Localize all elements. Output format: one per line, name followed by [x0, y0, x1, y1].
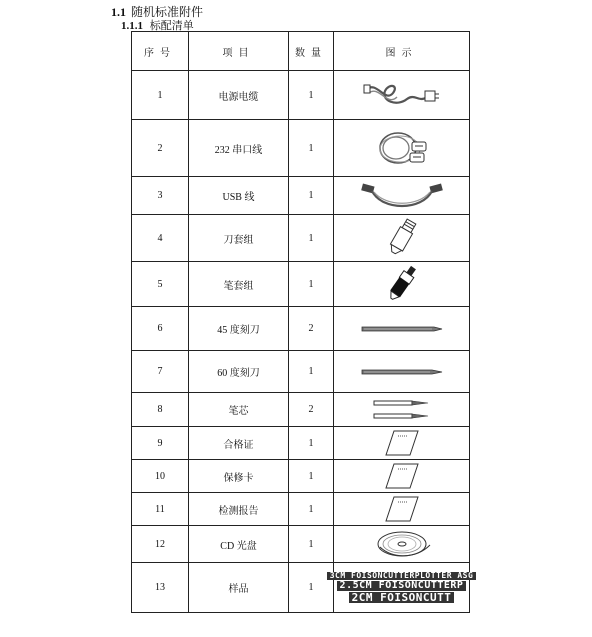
- table-row: [132, 493, 470, 526]
- blade-holder-icon: [382, 217, 422, 259]
- subsection-title: 标配清单: [149, 20, 194, 32]
- cell-seq: 7: [132, 351, 189, 393]
- cell-qty: 1: [289, 215, 334, 262]
- table-row: [132, 307, 470, 351]
- cell-item: 合格证: [189, 427, 289, 460]
- cell-image: [334, 120, 470, 177]
- cell-qty: 1: [289, 351, 334, 393]
- cell-qty: 1: [289, 120, 334, 177]
- cell-qty: 1: [289, 563, 334, 613]
- cell-seq: 8: [132, 393, 189, 427]
- cell-seq: 2: [132, 120, 189, 177]
- cell-image: [334, 493, 470, 526]
- cell-item: 样品: [189, 563, 289, 613]
- sample-line: 2.5CM FOISONCUTTERP: [337, 581, 467, 591]
- sample-print-icon: [329, 571, 474, 604]
- header-image: 图示: [334, 32, 470, 71]
- table-header-row: [132, 32, 470, 71]
- cell-seq: 10: [132, 460, 189, 493]
- cell-image: [329, 563, 474, 613]
- pen-holder-icon: [382, 263, 422, 305]
- cell-qty: 1: [289, 71, 334, 120]
- cell-image: [334, 526, 470, 563]
- cell-item: 45 度刻刀: [189, 307, 289, 351]
- header-seq: 序号: [132, 32, 189, 71]
- table-row: [132, 215, 470, 262]
- pen-refill-icon: [372, 397, 432, 423]
- cell-seq: 11: [132, 493, 189, 526]
- cell-item: 232 串口线: [189, 120, 289, 177]
- cell-item: 刀套组: [189, 215, 289, 262]
- table-row: [132, 120, 470, 177]
- usb-cable-icon: [360, 181, 444, 211]
- cell-item: 保修卡: [189, 460, 289, 493]
- test-report-icon: [382, 495, 422, 523]
- table-row: [132, 393, 470, 427]
- power-cable-icon: [363, 79, 441, 111]
- table-row: [132, 526, 470, 563]
- sample-line: 2CM FOISONCUTT: [349, 592, 455, 603]
- cell-item: 笔芯: [189, 393, 289, 427]
- cell-seq: 6: [132, 307, 189, 351]
- cell-qty: 1: [289, 427, 334, 460]
- table-row: [132, 427, 470, 460]
- cell-item: 电源电缆: [189, 71, 289, 120]
- cell-seq: 12: [132, 526, 189, 563]
- cell-qty: 1: [289, 493, 334, 526]
- subsection-number: 1.1.1: [121, 20, 143, 32]
- accessory-table: [131, 31, 474, 613]
- cell-qty: 1: [289, 262, 334, 307]
- cell-image: [334, 307, 470, 351]
- cell-seq: 3: [132, 177, 189, 215]
- cell-image: [334, 262, 470, 307]
- serial-cable-icon: [372, 126, 432, 170]
- cell-image: [334, 427, 470, 460]
- table-row: [132, 177, 470, 215]
- blade-60-icon: [360, 367, 444, 377]
- cell-qty: 1: [289, 526, 334, 563]
- cell-image: [334, 460, 470, 493]
- cell-image: [334, 177, 470, 215]
- cd-disc-icon: [372, 529, 432, 559]
- cell-qty: 2: [289, 393, 334, 427]
- table-row: [132, 351, 470, 393]
- table-row: [132, 71, 470, 120]
- cell-qty: 1: [289, 177, 334, 215]
- table-row: [132, 563, 470, 613]
- cell-image: [334, 393, 470, 427]
- cell-qty: 2: [289, 307, 334, 351]
- cell-item: CD 光盘: [189, 526, 289, 563]
- cell-image: [334, 351, 470, 393]
- cell-seq: 1: [132, 71, 189, 120]
- cell-item: 60 度刻刀: [189, 351, 289, 393]
- table-row: [132, 262, 470, 307]
- cell-seq: 13: [132, 563, 189, 613]
- cell-seq: 4: [132, 215, 189, 262]
- table-row: [132, 460, 470, 493]
- cell-image: [334, 71, 470, 120]
- section-number: 1.1: [111, 5, 126, 19]
- cell-item: 检测报告: [189, 493, 289, 526]
- certificate-card-icon: [382, 429, 422, 457]
- cell-qty: 1: [289, 460, 334, 493]
- header-item: 项目: [189, 32, 289, 71]
- cell-item: USB 线: [189, 177, 289, 215]
- warranty-card-icon: [382, 462, 422, 490]
- cell-image: [334, 215, 470, 262]
- cell-seq: 9: [132, 427, 189, 460]
- header-qty: 数量: [289, 32, 334, 71]
- sample-line: 3CM FOISONCUTTERPLOTTER ASG: [327, 572, 477, 580]
- cell-seq: 5: [132, 262, 189, 307]
- cell-item: 笔套组: [189, 262, 289, 307]
- blade-45-icon: [360, 324, 444, 334]
- section-title: 随机标准附件: [131, 5, 204, 19]
